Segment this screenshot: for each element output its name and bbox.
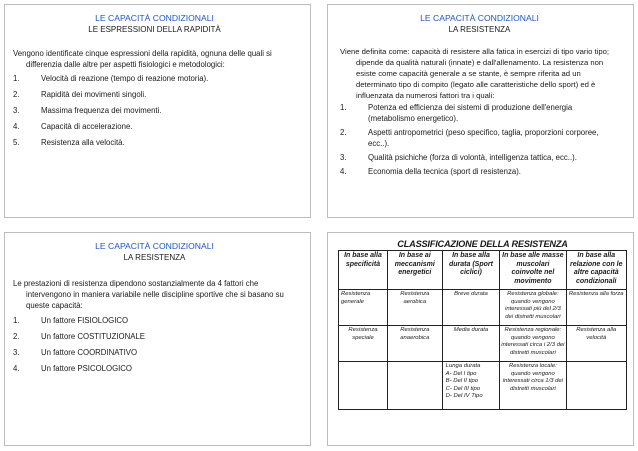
table-row xyxy=(339,326,627,362)
list-item xyxy=(13,347,296,358)
numbered-list xyxy=(340,102,619,177)
list-text: Economia della tecnica (sport di resistenza). xyxy=(368,167,521,176)
slide-resistenza-fattori xyxy=(4,232,311,446)
table-cell: Resistenza speciale xyxy=(339,326,388,362)
slide-subtitle: LE ESPRESSIONI DELLA RAPIDITÀ xyxy=(88,25,221,34)
table-row xyxy=(339,362,627,410)
list-item xyxy=(13,73,296,84)
table-row xyxy=(339,290,627,326)
list-item xyxy=(13,89,296,100)
list-number: 2. xyxy=(340,128,347,137)
list-number: 4. xyxy=(13,122,20,132)
classification-table xyxy=(338,250,627,410)
list-item xyxy=(340,127,619,149)
table-header-row xyxy=(339,251,627,290)
numbered-list xyxy=(13,73,296,148)
list-number: 1. xyxy=(340,103,347,112)
list-text: Velocità di reazione (tempo di reazione motoria). xyxy=(41,74,209,84)
list-number: 2. xyxy=(13,90,20,100)
list-number: 5. xyxy=(13,138,20,148)
list-item xyxy=(13,315,296,326)
table-cell: Resistenza regionale: quando vengono interessati circa i 2/3 dei distretti muscolari xyxy=(500,326,566,362)
table-cell: Media durata xyxy=(442,326,500,362)
slide-title: LE CAPACITÀ CONDIZIONALI xyxy=(95,241,214,251)
list-text: Potenza ed efficienza dei sistemi di produzione dell'energia (metabolismo energetico). xyxy=(368,103,573,123)
table-title: CLASSIFICAZIONE DELLA RESISTENZA xyxy=(397,239,568,249)
list-text: Massima frequenza dei movimenti. xyxy=(41,106,162,116)
table-cell xyxy=(566,362,627,410)
column-header: In base ai meccanismi energetici xyxy=(387,251,442,290)
slide-title: LE CAPACITÀ CONDIZIONALI xyxy=(420,13,539,23)
slide-intro: Viene definita come: capacità di resistere alla fatica in esercizi di tipo vario tipo; dipende da qualità naturali (innate) e dall'allenamento. La resistenza non esiste come capacità generale a se stante, è sempre riferita ad un determinato tipo di compito (legato alle caratteristiche dello sport) ed è influenzata da numerosi fattori tra i quali: xyxy=(340,47,610,100)
list-item xyxy=(13,137,296,148)
column-header: In base alla relazione con le altre capacità condizionali xyxy=(566,251,627,290)
list-number: 4. xyxy=(340,167,347,176)
table-cell: Resistenza aerobica xyxy=(387,290,442,326)
slide-intro: Vengono identificate cinque espressioni della rapidità, ognuna delle quali si differenzia dalle altre per aspetti fisiologici e metodologici: xyxy=(13,49,272,70)
table-cell: Breve durata xyxy=(442,290,500,326)
table-cell: Resistenza anaerobica xyxy=(387,326,442,362)
slide-resistenza-definizione xyxy=(327,4,634,218)
slide-subtitle: LA RESISTENZA xyxy=(123,253,186,262)
table-cell: Lunga durata A- Del I tipo B- Del II tipo C- Del III tipo D- Del IV Tipo xyxy=(442,362,500,410)
list-item xyxy=(13,105,296,116)
table-cell xyxy=(387,362,442,410)
table-cell: Resistenza globale: quando vengono interessati più del 2/3 dei distretti muscolari xyxy=(500,290,566,326)
list-text: Un fattore FISIOLOGICO xyxy=(41,315,129,325)
list-number: 3. xyxy=(340,153,347,162)
table-cell: Resistenza locale: quando vengono interessati circa 1/3 dei distretti muscolari xyxy=(500,362,566,410)
slide-rapidita xyxy=(4,4,311,218)
list-item xyxy=(13,363,296,374)
list-text: Resistenza alla velocità. xyxy=(41,138,125,148)
column-header: In base alla specificità xyxy=(339,251,388,290)
table-cell: Resistenza generale xyxy=(339,290,388,326)
column-header: In base alle masse muscolari coinvolte nel movimento xyxy=(500,251,566,290)
slide-classificazione-table xyxy=(327,232,634,446)
list-number: 4. xyxy=(13,363,20,373)
slide-intro: Le prestazioni di resistenza dipendono sostanzialmente da 4 fattori che intervengono in maniera variabile nelle discipline sportive che si basano su queste capacità: xyxy=(13,279,284,311)
numbered-list xyxy=(13,315,296,374)
list-item xyxy=(340,152,619,163)
table-cell xyxy=(339,362,388,410)
list-item xyxy=(340,166,619,177)
slide-title: LE CAPACITÀ CONDIZIONALI xyxy=(95,13,214,23)
list-item xyxy=(13,121,296,132)
list-text: Un fattore COSTITUZIONALE xyxy=(41,331,145,341)
list-item xyxy=(340,102,619,124)
list-number: 1. xyxy=(13,315,20,325)
list-number: 3. xyxy=(13,347,20,357)
list-number: 1. xyxy=(13,74,20,84)
list-text: Un fattore COORDINATIVO xyxy=(41,347,138,357)
table-cell: Resistenza alla velocità xyxy=(566,326,627,362)
table-cell: Resistenza alla forza xyxy=(566,290,627,326)
list-text: Un fattore PSICOLOGICO xyxy=(41,363,132,373)
list-text: Rapidità dei movimenti singoli. xyxy=(41,90,147,100)
list-number: 2. xyxy=(13,331,20,341)
list-item xyxy=(13,331,296,342)
list-text: Qualità psichiche (forza di volontà, intelligenza tattica, ecc..). xyxy=(368,153,577,162)
list-text: Aspetti antropometrici (peso specifico, taglia, proporzioni corporee, ecc..). xyxy=(368,128,599,148)
list-text: Capacità di accelerazione. xyxy=(41,122,133,132)
slide-subtitle: LA RESISTENZA xyxy=(448,25,511,34)
column-header: In base alla durata (Sport ciclici) xyxy=(442,251,500,290)
list-number: 3. xyxy=(13,106,20,116)
